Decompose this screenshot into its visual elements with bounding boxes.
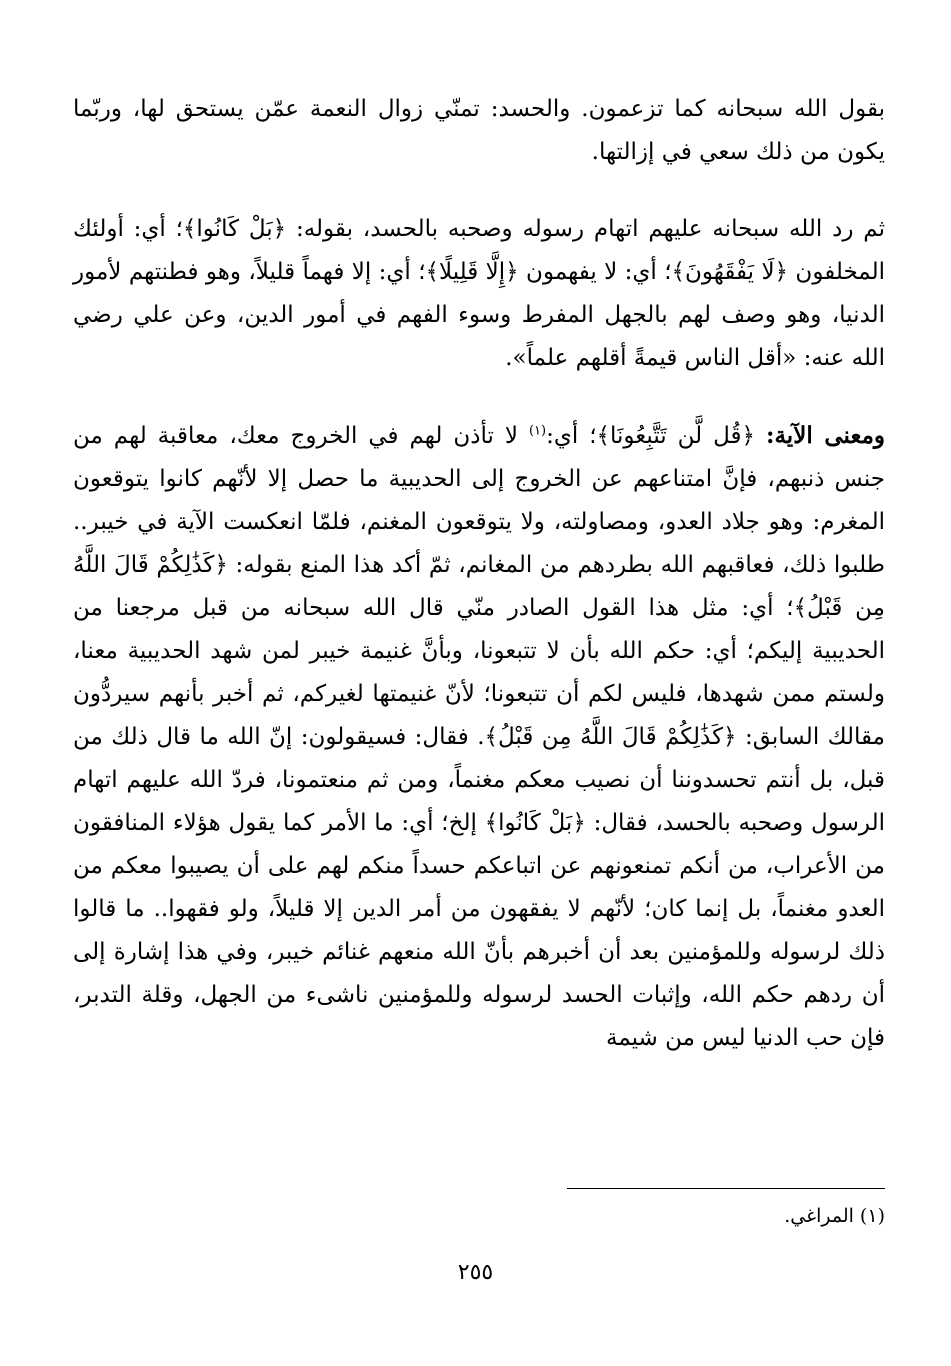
paragraph-3-text: لا تأذن لهم في الخروج معك، معاقبة لهم من جنس ذنبهم، فإنَّ امتناعهم عن الخروج إلى الحديبية ما حصل إلا لأنّهم كانوا يتوقعون المغرم: وهو جلاد العدو، ومصاولته، ولا يتوقعون المغنم، فلمّا انعكست الآية في خيبر.. طلبوا ذلك، فعاقبهم الله بطردهم من المغانم، ثمّ أكد هذا المنع بقوله: ﴿كَذَٰلِكُمْ قَالَ اللَّهُ مِن قَبْلُ﴾؛ أي: مثل هذا القول الصادر منّي قال الله سبحانه من قبل مرجعنا من الحديبية إليكم؛ أي: حكم الله بأن لا تتبعونا، وبأنَّ غنيمة خيبر لمن شهد الحديبية معنا، ولستم ممن شهدها، فليس لكم أن تتبعونا؛ لأنّ غنيمتها لغيركم، ثم أخبر بأنهم سيردُّون مقالك السابق: ﴿كَذَٰلِكُمْ قَالَ اللَّهُ مِن قَبْلُ﴾. فقال: فسيقولون: إنّ الله ما قال ذلك من قبل، بل أنتم تحسدوننا أن نصيب معكم مغنماً، ومن ثم منعتمونا، فردّ الله عليهم اتهام الرسول وصحبه بالحسد، فقال: ﴿بَلْ كَانُوا﴾ إلخ؛ أي: ما الأمر كما يقول هؤلاء المنافقون من الأعراب، من أنكم تمنعونهم عن اتباعكم حسداً منكم لهم على أن يصيبوا معكم من العدو مغنماً، بل إنما كان؛ لأنّهم لا يفقهون من أمر الدين إلا قليلاً، ولو فقهوا.. ما قالوا ذلك لرسوله وللمؤمنين بعد أن أخبرهم بأنّ الله منعهم غنائم خيبر، وفي هذا إشارة إلى أن ردهم حكم الله، وإثبات الحسد لرسوله وللمؤمنين ناشىء من الجهل، وقلة التدبر، فإن حب الدنيا ليس من شيمة <box>73 423 885 1051</box>
paragraph-1 <box>73 88 885 174</box>
paragraph-3-text-before-footnote: ﴿قُل لَّن تَتَّبِعُونَا﴾؛ أي: <box>546 423 766 449</box>
paragraph-1-text: بقول الله سبحانه كما تزعمون. والحسد: تمنّي زوال النعمة عمّن يستحق لها، وربّما يكون من ذلك سعي في إزالتها. <box>73 96 885 165</box>
paragraph-2 <box>73 208 885 380</box>
paragraph-2-text: ثم رد الله سبحانه عليهم اتهام رسوله وصحبه بالحسد، بقوله: ﴿بَلْ كَانُوا﴾؛ أي: أولئك المخلفون ﴿لَا يَفْقَهُونَ﴾؛ أي: لا يفهمون ﴿إِلَّا قَلِيلًا﴾؛ أي: إلا فهماً قليلاً، وهو فطنتهم لأمور الدنيا، وهو وصف لهم بالجهل المفرط وسوء الفهم في أمور الدين، وعن علي رضي الله عنه: «أقل الناس قيمةً أقلهم علماً». <box>73 216 885 371</box>
paragraph-3 <box>73 414 885 1060</box>
footnote: (١) المراغي. <box>784 1205 885 1227</box>
paragraph-3-lead: ومعنى الآية: <box>765 422 886 449</box>
footnote-divider <box>567 1188 885 1189</box>
footnote-reference: (١) <box>528 423 547 439</box>
page-number: ٢٥٥ <box>457 1260 494 1285</box>
page-body <box>73 88 885 1060</box>
